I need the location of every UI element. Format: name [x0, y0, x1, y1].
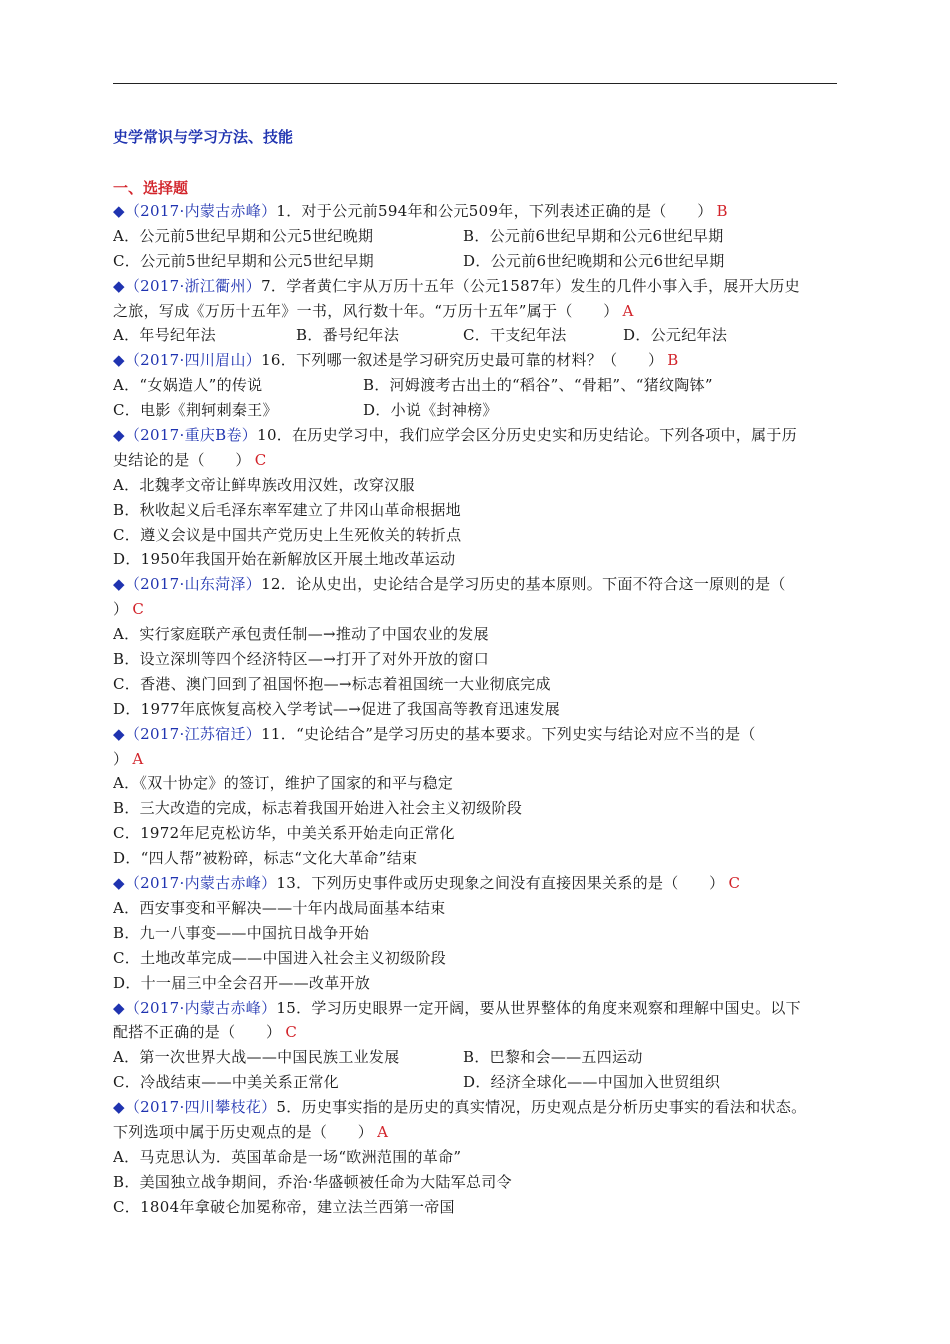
option: B．河姆渡考古出土的“稻谷”、“骨耜”、“猪纹陶钵” — [363, 376, 713, 395]
question-stem-continued — [113, 747, 837, 772]
section-heading: 一、选择题 — [113, 179, 189, 197]
question-stem-continued — [113, 597, 837, 622]
question-source: ◆（2017·内蒙古赤峰） — [113, 202, 277, 220]
answer-key: C — [285, 1023, 298, 1042]
question-stem — [113, 871, 837, 896]
option: D．公元纪年法 — [623, 326, 728, 345]
question-block — [113, 572, 837, 721]
option-row — [113, 771, 837, 796]
question-text: 之旅，写成《万历十五年》一书，风行数十年。“万历十五年”属于（ ） — [113, 301, 619, 320]
option-row — [113, 373, 837, 398]
question-stem — [113, 274, 837, 299]
question-source: ◆（2017·内蒙古赤峰） — [113, 998, 277, 1017]
question-block — [113, 348, 837, 423]
option: C．土地改革完成——中国进入社会主义初级阶段 — [113, 948, 447, 967]
answer-key: C — [728, 874, 741, 893]
question-stem — [113, 199, 837, 224]
option: C．香港、澳门回到了祖国怀抱—→标志着祖国统一大业彻底完成 — [113, 674, 551, 693]
question-text: 10．在历史学习中，我们应学会区分历史史实和历史结论。下列各项中，属于历 — [257, 426, 797, 445]
option-row — [113, 249, 837, 274]
option-row — [113, 796, 837, 821]
question-block — [113, 199, 837, 274]
question-text: 下列选项中属于历史观点的是（ ） — [113, 1122, 374, 1141]
question-stem — [113, 423, 837, 448]
option: B．巴黎和会——五四运动 — [463, 1048, 643, 1067]
option: D．“四人帮”被粉碎，标志“文化大革命”结束 — [113, 849, 418, 868]
option: B．番号纪年法 — [296, 326, 400, 345]
option: A．公元前5世纪早期和公元5世纪晚期 — [113, 226, 374, 245]
option: A．实行家庭联产承包责任制—→推动了中国农业的发展 — [113, 625, 489, 644]
option-row — [113, 647, 837, 672]
option: C．1804年拿破仑加冕称帝，建立法兰西第一帝国 — [113, 1197, 455, 1216]
option-row — [113, 523, 837, 548]
question-text: 7．学者黄仁宇从万历十五年（公元1587年）发生的几件小事入手，展开大历史 — [261, 276, 800, 295]
question-text: 5．历史事实指的是历史的真实情况，历史观点是分析历史事实的看法和状态。 — [276, 1098, 807, 1117]
question-stem-continued — [113, 1120, 837, 1145]
option-row — [113, 672, 837, 697]
option-row — [113, 498, 837, 523]
question-block — [113, 274, 837, 349]
answer-key: B — [716, 202, 728, 220]
answer-key: B — [667, 351, 679, 370]
option: C．电影《荆轲刺秦王》 — [113, 401, 278, 420]
question-stem-continued — [113, 299, 837, 324]
option-row — [113, 846, 837, 871]
question-stem — [113, 572, 837, 597]
question-source: ◆（2017·四川眉山） — [113, 351, 262, 370]
question-text: 配搭不正确的是（ ） — [113, 1023, 282, 1042]
option: D．小说《封神榜》 — [363, 401, 498, 420]
question-source: ◆（2017·浙江衢州） — [113, 276, 262, 295]
option: C．1972年尼克松访华，中美关系开始走向正常化 — [113, 824, 455, 843]
option-row — [113, 398, 837, 423]
option-row — [113, 622, 837, 647]
option-row — [113, 547, 837, 572]
question-list — [113, 199, 837, 1220]
option-row — [113, 697, 837, 722]
question-block — [113, 871, 837, 995]
option-row — [113, 1070, 837, 1095]
option: A．马克思认为．英国革命是一场“欧洲范围的革命” — [113, 1147, 462, 1166]
option: A．西安事变和平解决——十年内战局面基本结束 — [113, 898, 446, 917]
option: B．设立深圳等四个经济特区—→打开了对外开放的窗口 — [113, 650, 490, 669]
option: A．《双十协定》的签订，维护了国家的和平与稳定 — [113, 774, 454, 793]
option: B．三大改造的完成，标志着我国开始进入社会主义初级阶段 — [113, 799, 523, 818]
option: D．公元前6世纪晚期和公元6世纪早期 — [463, 251, 725, 270]
option: A．年号纪年法 — [113, 326, 216, 345]
question-text: ） — [113, 600, 129, 619]
option: B．公元前6世纪早期和公元6世纪早期 — [463, 226, 724, 245]
question-source: ◆（2017·江苏宿迁） — [113, 724, 262, 743]
option: A．“女娲造人”的传说 — [113, 376, 263, 395]
option: B．美国独立战争期间，乔治·华盛顿被任命为大陆军总司令 — [113, 1172, 512, 1191]
question-block — [113, 423, 837, 572]
option-row — [113, 1045, 837, 1070]
question-stem — [113, 1095, 837, 1120]
answer-key: A — [622, 301, 634, 320]
option-row — [113, 821, 837, 846]
option: D．十一届三中全会召开——改革开放 — [113, 973, 371, 992]
question-stem — [113, 722, 837, 747]
header-rule — [113, 83, 837, 84]
question-stem-continued — [113, 448, 837, 473]
option-row — [113, 323, 837, 348]
question-stem — [113, 996, 837, 1021]
question-source: ◆（2017·内蒙古赤峰） — [113, 874, 277, 893]
option: B．九一八事变——中国抗日战争开始 — [113, 923, 370, 942]
option: A．第一次世界大战——中国民族工业发展 — [113, 1048, 400, 1067]
option: C．公元前5世纪早期和公元5世纪早期 — [113, 251, 374, 270]
question-block — [113, 1095, 837, 1219]
option-row — [113, 1170, 837, 1195]
option-row — [113, 473, 837, 498]
question-source: ◆（2017·重庆B卷） — [113, 426, 258, 445]
option-row — [113, 896, 837, 921]
question-stem — [113, 348, 837, 373]
option: D．1950年我国开始在新解放区开展土地改革运动 — [113, 550, 456, 569]
option: C．干支纪年法 — [463, 326, 567, 345]
answer-key: C — [132, 600, 145, 619]
question-block — [113, 996, 837, 1096]
question-text: 11．“史论结合”是学习历史的基本要求。下列史实与结论对应不当的是（ — [261, 724, 756, 743]
question-stem-continued — [113, 1020, 837, 1045]
question-source: ◆（2017·山东菏泽） — [113, 575, 262, 594]
option-row — [113, 1195, 837, 1220]
question-text: 16．下列哪一叙述是学习研究历史最可靠的材料？（ ） — [261, 351, 664, 370]
answer-key: A — [132, 749, 144, 768]
question-text: 史结论的是（ ） — [113, 450, 251, 469]
question-block — [113, 722, 837, 871]
answer-key: C — [254, 450, 267, 469]
question-source: ◆（2017·四川攀枝花） — [113, 1098, 277, 1117]
option: D．1977年底恢复高校入学考试—→促进了我国高等教育迅速发展 — [113, 699, 561, 718]
option: C．遵义会议是中国共产党历史上生死攸关的转折点 — [113, 525, 462, 544]
option: D．经济全球化——中国加入世贸组织 — [463, 1073, 721, 1092]
option: B．秋收起义后毛泽东率军建立了井冈山革命根据地 — [113, 500, 461, 519]
option-row — [113, 946, 837, 971]
question-text: 1．对于公元前594年和公元509年，下列表述正确的是（ ） — [276, 202, 713, 220]
question-text: 15．学习历史眼界一定开阔，要从世界整体的角度来观察和理解中国史。以下 — [276, 998, 801, 1017]
option: C．冷战结束——中美关系正常化 — [113, 1073, 339, 1092]
option-row — [113, 224, 837, 249]
question-text: 13．下列历史事件或历史现象之间没有直接因果关系的是（ ） — [276, 874, 725, 893]
answer-key: A — [377, 1122, 389, 1141]
option-row — [113, 971, 837, 996]
option: A．北魏孝文帝让鲜卑族改用汉姓，改穿汉服 — [113, 475, 415, 494]
option-row — [113, 921, 837, 946]
question-text: 12．论从史出，史论结合是学习历史的基本原则。下面不符合这一原则的是（ — [261, 575, 786, 594]
question-text: ） — [113, 749, 129, 768]
document-title: 史学常识与学习方法、技能 — [113, 128, 294, 146]
option-row — [113, 1145, 837, 1170]
